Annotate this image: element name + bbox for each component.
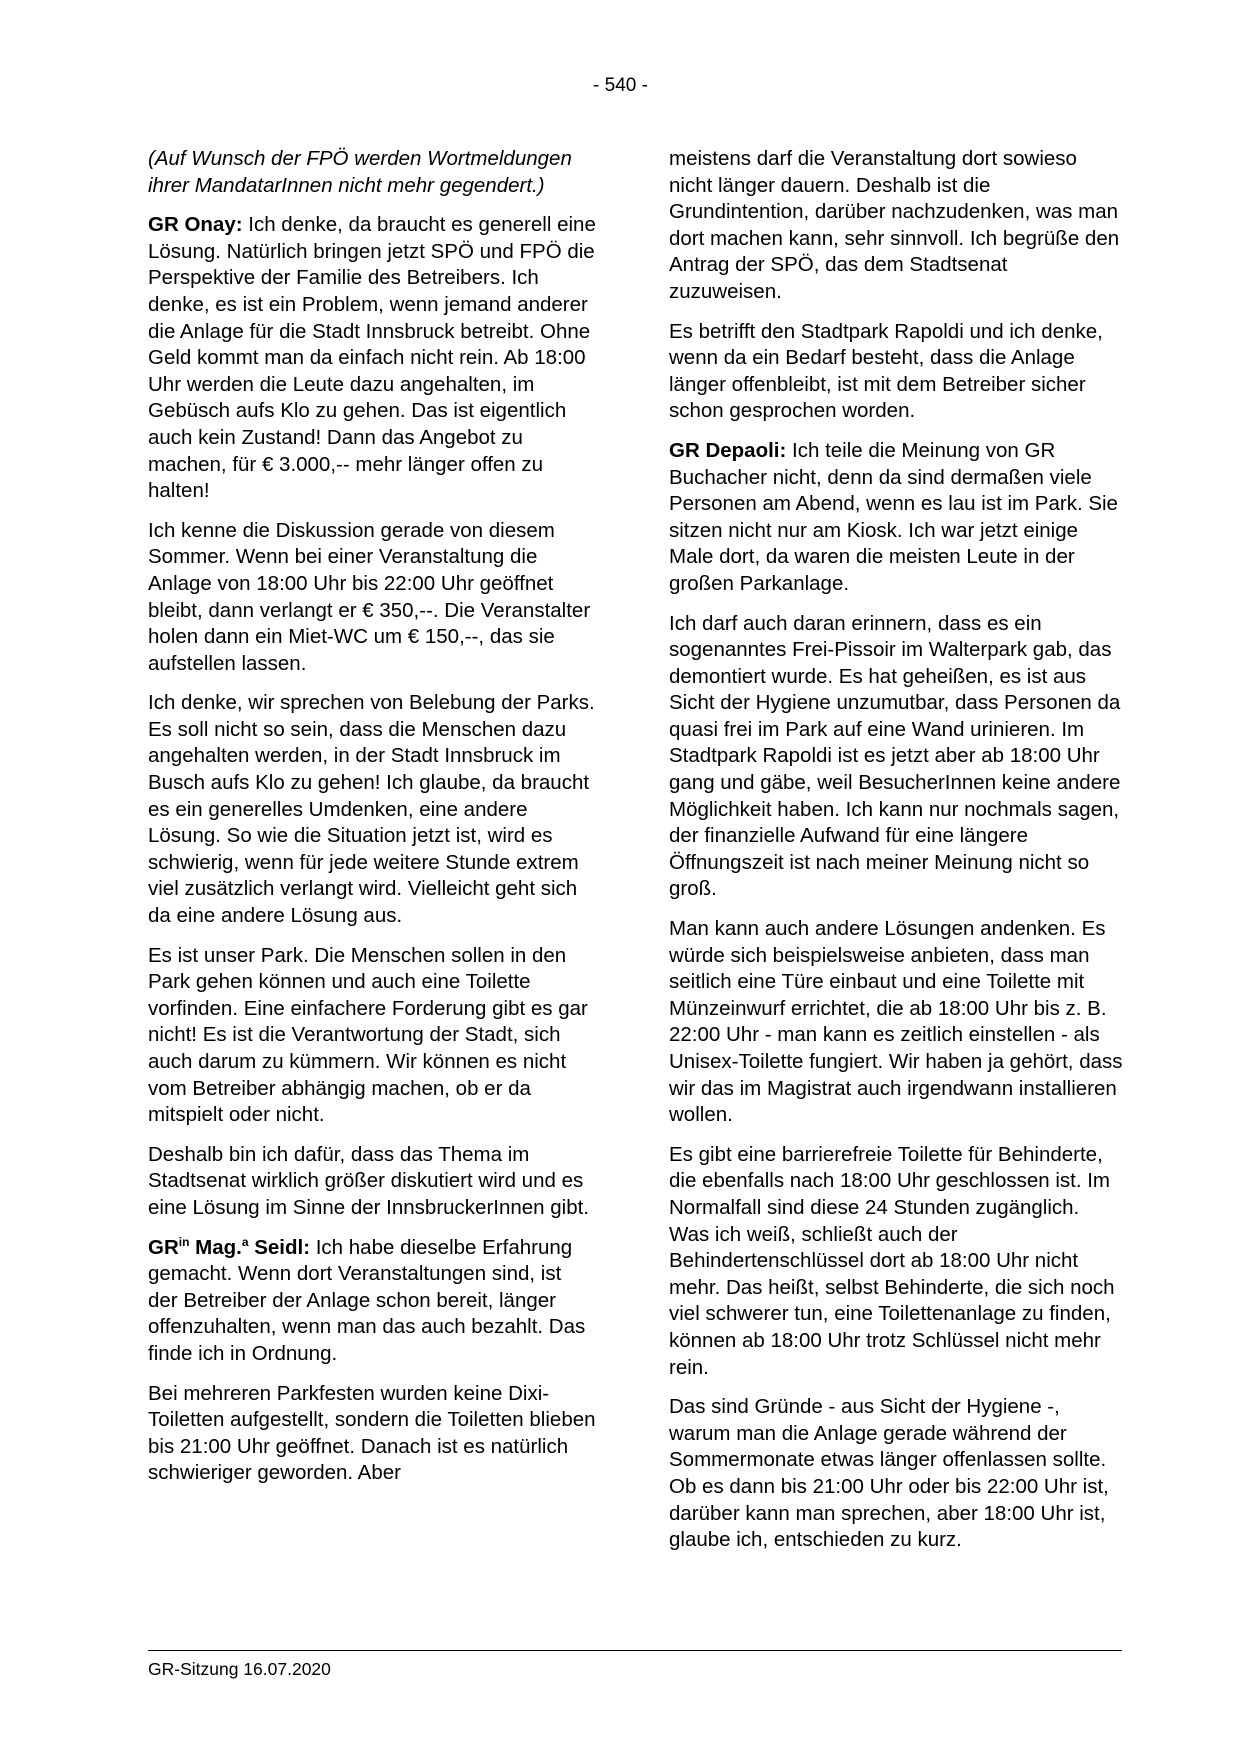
speech-onay-paragraph-5: Deshalb bin ich dafür, dass das Thema im Stadtsenat wirklich größer diskutiert wird und es eine Lösung im Sinne der InnsbruckerInnen gibt.	[148, 1142, 590, 1219]
speech-onay-paragraph-3: Ich denke, wir sprechen von Belebung der Parks. Es soll nicht so sein, dass die Menschen dazu angehalten werden, in der Stadt Innsbruck im Busch aufs Klo zu gehen! Ich glaube, da braucht es ein generelles Umdenken, eine andere Lösung. So wie die Situation jetzt ist, wird es schwierig, wenn für jede weitere Stunde extrem viel zusätzlich verlangt wird. Vielleicht geht sich da eine andere Lösung aus.	[148, 691, 595, 928]
speech-onay-paragraph-1	[148, 212, 596, 505]
speech-depaoli-paragraph-4: Es gibt eine barrierefreie Toilette für Behinderte, die ebenfalls nach 18:00 Uhr geschlossen ist. Im Normalfall sind diese 24 Stunden zugänglich. Was ich weiß, schließt auch der Behindertenschlüssel dort ab 18:00 Uhr nicht mehr. Das heißt, selbst Behinderte, die sich noch viel schwerer tun, eine Toilettenanlage zu finden, können ab 18:00 Uhr trotz Schlüssel nicht mehr rein.	[669, 1142, 1115, 1379]
speaker-onay: GR Onay:	[148, 213, 243, 237]
right-column	[669, 146, 1123, 1567]
footer-session-date: GR-Sitzung 16.07.2020	[148, 1659, 331, 1679]
speech-text: Ich teile die Meinung von GR Buchacher nicht, denn da sind dermaßen viele Personen am Abend, wenn es lau ist im Park. Sie sitzen nicht nur am Kiosk. Ich war jetzt einige Male dort, da waren die meisten Leute in der großen Parkanlage.	[669, 438, 1118, 595]
speech-depaoli-paragraph-3: Man kann auch andere Lösungen andenken. Es würde sich beispielsweise anbieten, dass man seitlich eine Türe einbaut und eine Toilette mit Münzeinwurf errichtet, die ab 18:00 Uhr bis z. B. 22:00 Uhr - man kann es zeitlich einstellen - als Unisex-Toilette fungiert. Wir haben ja gehört, dass wir das im Magistrat auch irgendwann installieren wollen.	[669, 917, 1123, 1127]
page-number: - 540 -	[593, 75, 648, 96]
speech-depaoli-paragraph-1	[669, 438, 1123, 598]
speech-seidl-paragraph-2-continued: meistens darf die Veranstaltung dort sowieso nicht länger dauern. Deshalb ist die Grundintention, darüber nachzudenken, was man dort machen kann, sehr sinnvoll. Ich begrüße den Antrag der SPÖ, das dem Stadtsenat zuzuweisen.	[669, 147, 1120, 303]
footer-divider	[148, 1650, 1122, 1651]
speaker-depaoli: GR Depaoli:	[669, 438, 787, 462]
speech-text: Ich denke, da braucht es generell eine Lösung. Natürlich bringen jetzt SPÖ und FPÖ die Perspektive der Familie des Betreibers. Ich denke, es ist ein Problem, wenn jemand anderer die Anlage für die Stadt Innsbruck betreibt. Ohne Geld kommt man da einfach nicht rein. Ab 18:00 Uhr werden die Leute dazu angehalten, im Gebüsch aufs Klo zu gehen. Das ist eigentlich auch kein Zustand! Dann das Angebot zu machen, für € 3.000,-- mehr länger offen zu halten!	[148, 213, 596, 503]
speech-text: Ich habe dieselbe Erfahrung gemacht. Wenn dort Veranstaltungen sind, ist der Betreiber der Anlage schon bereit, länger offenzuhalten, wenn man das auch bezahlt. Das finde ich in Ordnung.	[148, 1235, 586, 1365]
speech-depaoli-paragraph-2: Ich darf auch daran erinnern, dass es ein sogenanntes Frei-Pissoir im Walterpark gab, das demontiert wurde. Es hat geheißen, es ist aus Sicht der Hygiene unzumutbar, dass Personen da quasi frei im Park auf eine Wand urinieren. Im Stadtpark Rapoldi ist es jetzt aber ab 18:00 Uhr gang und gäbe, weil BesucherInnen keine andere Möglichkeit haben. Ich kann nur nochmals sagen, der finanzielle Aufwand für eine längere Öffnungszeit ist nach meiner Meinung nicht so groß.	[669, 611, 1121, 901]
speech-seidl-paragraph-3: Es betrifft den Stadtpark Rapoldi und ich denke, wenn da ein Bedarf besteht, dass die Anlage länger offenbleibt, ist mit dem Betreiber sicher schon gesprochen worden.	[669, 319, 1103, 423]
speech-seidl-paragraph-1	[148, 1235, 596, 1368]
left-column	[148, 146, 596, 1500]
speech-seidl-paragraph-2: Bei mehreren Parkfesten wurden keine Dixi-Toiletten aufgestellt, sondern die Toiletten blieben bis 21:00 Uhr geöffnet. Danach ist es natürlich schwieriger geworden. Aber	[148, 1381, 596, 1485]
speaker-seidl: $GR^{in}$ Mag.$^a$ Seidl:	[148, 1234, 311, 1259]
speech-onay-paragraph-2: Ich kenne die Diskussion gerade von diesem Sommer. Wenn bei einer Veranstaltung die Anlage von 18:00 Uhr bis 22:00 Uhr geöffnet bleibt, dann verlangt er € 350,--. Die Veranstalter holen dann ein Miet-WC um € 150,--, das sie aufstellen lassen.	[148, 518, 591, 675]
gender-note: (Auf Wunsch der FPÖ werden Wortmeldungen ihrer MandatarInnen nicht mehr gegendert.)	[148, 147, 572, 197]
speech-depaoli-paragraph-5: Das sind Gründe - aus Sicht der Hygiene -, warum man die Anlage gerade während der Sommermonate etwas länger offenlassen sollte. Ob es dann bis 21:00 Uhr oder bis 22:00 Uhr ist, darüber kann man sprechen, aber 18:00 Uhr ist, glaube ich, entschieden zu kurz.	[669, 1395, 1109, 1552]
speech-onay-paragraph-4: Es ist unser Park. Die Menschen sollen in den Park gehen können und auch eine Toilette vorfinden. Eine einfachere Forderung gibt es gar nicht! Es ist die Verantwortung der Stadt, sich auch darum zu kümmern. Wir können es nicht vom Betreiber abhängig machen, ob er da mitspielt oder nicht.	[148, 943, 588, 1127]
